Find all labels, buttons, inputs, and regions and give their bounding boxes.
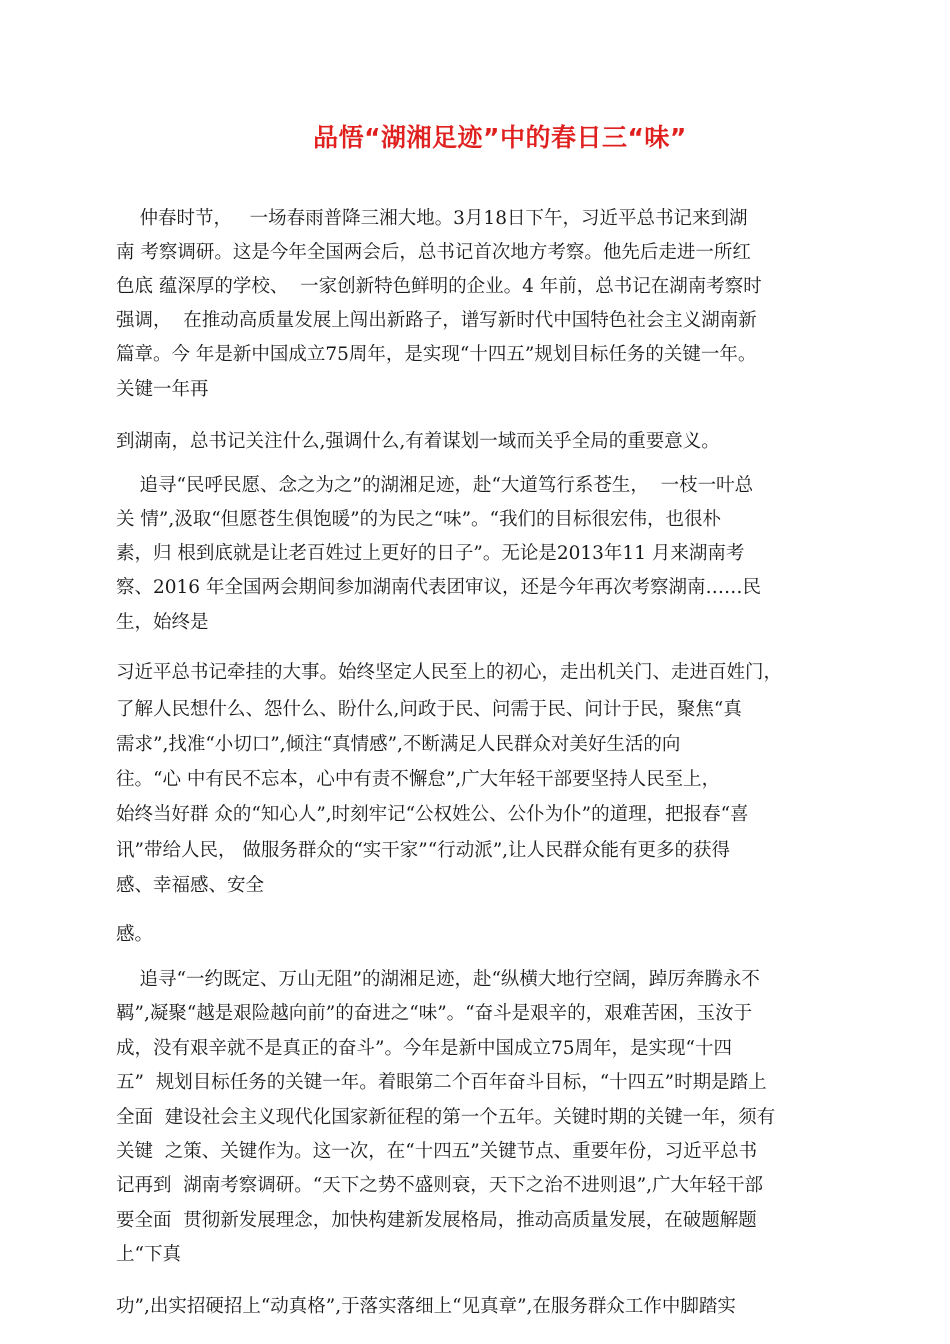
body-line: 羁”,凝聚“越是艰险越向前”的奋进之“味”。“奋斗是艰辛的，艰难苦困，玉汝于 <box>116 1003 753 1024</box>
body-line: 需求”,找准“小切口”,倾注“真情感”,不断满足人民群众对美好生活的向 <box>116 734 681 755</box>
body-line: 讯”带给人民， 做服务群众的“实干家”“行动派”,让人民群众能有更多的获得 <box>116 840 731 861</box>
body-line: 成，没有艰辛就不是真正的奋斗”。今年是新中国成立75周年，是实现“十四 <box>116 1038 732 1059</box>
body-line: 到湖南，总书记关注什么,强调什么,有着谋划一域而关乎全局的重要意义。 <box>116 431 720 452</box>
body-line: 关 情”,汲取“但愿苍生俱饱暖”的为民之“味”。“我们的目标很宏伟，也很朴 <box>116 509 722 530</box>
body-line: 察、2016 年全国两会期间参加湖南代表团审议，还是今年再次考察湖南……民 <box>116 577 761 598</box>
body-line: 往。“心 中有民不忘本，心中有责不懈怠”,广大年轻干部要坚持人民至上， <box>116 769 721 790</box>
body-line: 习近平总书记牵挂的大事。始终坚定人民至上的初心，走出机关门、走进百姓门， <box>116 662 783 683</box>
body-line: 关键一年再 <box>116 379 209 400</box>
body-line: 要全面 贯彻新发展理念，加快构建新发展格局，推动高质量发展，在破题解题 <box>116 1210 757 1231</box>
body-line: 感、幸福感、安全 <box>116 875 265 896</box>
body-line: 功”,出实招硬招上“动真格”,于落实落细上“见真章”,在服务群众工作中脚踏实 <box>116 1296 736 1317</box>
body-line: 追寻“一约既定、万山无阻”的湖湘足迹，赴“纵横大地行空阔，踔厉奔腾永不 <box>116 969 760 990</box>
body-line: 五” 规划目标任务的关键一年。着眼第二个百年奋斗目标，“十四五”时期是踏上 <box>116 1072 767 1093</box>
document-title: 品悟“湖湘足迹”中的春日三“味” <box>313 123 687 152</box>
body-line: 强调， 在推动高质量发展上闯出新路子，谱写新时代中国特色社会主义湖南新 <box>116 310 757 331</box>
body-line: 南 考察调研。这是今年全国两会后，总书记首次地方考察。他先后走进一所红 <box>116 242 751 263</box>
body-line: 生，始终是 <box>116 612 209 633</box>
body-line: 记再到 湖南考察调研。“天下之势不盛则衰，天下之治不进则退”,广大年轻干部 <box>116 1175 764 1196</box>
body-line: 全面 建设社会主义现代化国家新征程的第一个五年。关键时期的关键一年，须有 <box>116 1107 776 1128</box>
body-line: 感。 <box>116 924 154 945</box>
body-line: 上“下真 <box>116 1244 181 1265</box>
body-line: 了解人民想什么、怨什么、盼什么,问政于民、问需于民、问计于民，聚焦“真 <box>116 699 742 720</box>
body-line: 素，归 根到底就是让老百姓过上更好的日子”。无论是2013年11 月来湖南考 <box>116 543 745 564</box>
body-line: 色底 蕴深厚的学校、 一家创新特色鲜明的企业。4 年前，总书记在湖南考察时 <box>116 276 762 297</box>
body-line: 追寻“民呼民愿、念之为之”的湖湘足迹，赴“大道笃行系苍生， 一枝一叶总 <box>116 475 754 496</box>
body-line: 篇章。今 年是新中国成立75周年，是实现“十四五”规划目标任务的关键一年。 <box>116 344 757 365</box>
body-line: 关键 之策、关键作为。这一次，在“十四五”关键节点、重要年份，习近平总书 <box>116 1141 758 1162</box>
body-line: 仲春时节， 一场春雨普降三湘大地。3月18日下午，习近平总书记来到湖 <box>116 208 748 229</box>
body-line: 始终当好群 众的“知心人”,时刻牢记“公权姓公、公仆为仆”的道理，把报春“喜 <box>116 804 749 825</box>
